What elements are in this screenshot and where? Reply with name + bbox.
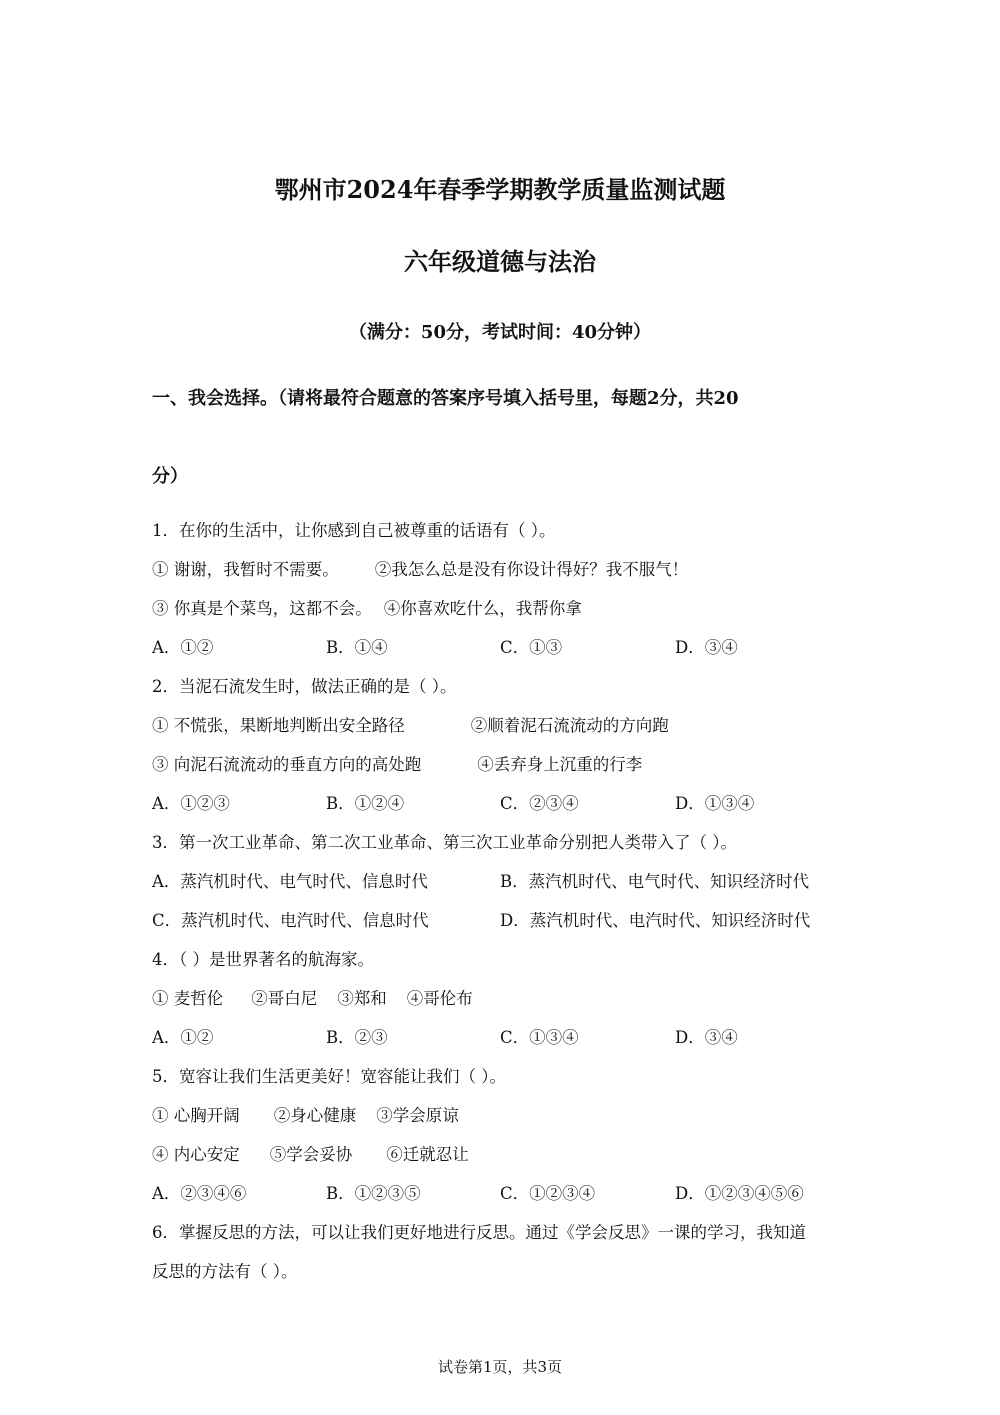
question-5-item: ① 心胸开阔 [152, 1106, 240, 1125]
question-3-option-c: C．蒸汽机时代、电汽时代、信息时代 [152, 911, 429, 930]
question-3-stem: 3．第一次工业革命、第二次工业革命、第三次工业革命分别把人类带入了（ ）。 [152, 833, 737, 852]
question-1-items-row-1 [152, 556, 688, 580]
question-1-stem: 1．在你的生活中，让你感到自己被尊重的话语有（ ）。 [152, 521, 556, 540]
question-2-items-row-2 [152, 751, 642, 775]
question-4-item: ① 麦哲伦 [152, 989, 224, 1008]
question-4-option-a: A．①② [152, 1028, 214, 1047]
question-2-option-b: B．①②④ [326, 794, 405, 813]
question-5-option-d: D．①②③④⑤⑥ [675, 1184, 804, 1203]
question-2-item: ③ 向泥石流流动的垂直方向的高处跑 [152, 755, 422, 774]
question-5-item: ④ 内心安定 [152, 1145, 240, 1164]
question-3-option-b: B．蒸汽机时代、电气时代、知识经济时代 [500, 872, 810, 891]
question-1-option-c: C．①③ [500, 638, 563, 657]
question-5-option-b: B．①②③⑤ [326, 1184, 421, 1203]
question-1-item: ②我怎么总是没有你设计得好？我不服气！ [374, 560, 689, 579]
question-2-item: ②顺着泥石流流动的方向跑 [470, 716, 669, 735]
question-4-item: ②哥白尼 [251, 989, 318, 1008]
question-4-option-d: D．③④ [675, 1028, 738, 1047]
question-2-option-d: D．①③④ [675, 794, 755, 813]
question-6-stem: 6．掌握反思的方法，可以让我们更好地进行反思。通过《学会反思》一课的学习，我知道 [152, 1223, 806, 1242]
question-5-option-a: A．②③④⑥ [152, 1184, 247, 1203]
question-1-option-b: B．①④ [326, 638, 388, 657]
exam-title: 鄂州市2024年春季学期教学质量监测试题 [274, 175, 726, 204]
question-5-item: ③学会原谅 [376, 1106, 459, 1125]
question-5-item: ⑤学会妥协 [269, 1145, 353, 1164]
question-4-items-row-1 [152, 985, 473, 1009]
question-4-item: ③郑和 [337, 989, 387, 1008]
question-2-stem: 2．当泥石流发生时，做法正确的是（ ）。 [152, 677, 457, 696]
question-5-option-c: C．①②③④ [500, 1184, 596, 1203]
question-2-items-row-1 [152, 712, 669, 736]
question-1-items-row-2 [152, 595, 582, 619]
question-4-item: ④哥伦布 [406, 989, 473, 1008]
question-3-option-d: D．蒸汽机时代、电汽时代、知识经济时代 [500, 911, 811, 930]
page-footer: 试卷第1页，共3页 [437, 1358, 563, 1376]
section-heading-cont: 分） [152, 466, 188, 487]
question-4-stem: 4．（ ）是世界著名的航海家。 [152, 950, 374, 969]
question-1-item: ③ 你真是个菜鸟，这都不会。 [152, 599, 372, 618]
question-6-stem-cont: 反思的方法有（ ）。 [152, 1262, 298, 1281]
question-5-items-row-1 [152, 1102, 459, 1126]
exam-info: （满分：50分，考试时间：40分钟） [348, 322, 652, 343]
question-1-item: ④你喜欢吃什么，我帮你拿 [383, 599, 582, 618]
question-1-item: ① 谢谢，我暂时不需要。 [152, 560, 339, 579]
exam-subject: 六年级道德与法治 [404, 247, 596, 276]
question-2-option-c: C．②③④ [500, 794, 579, 813]
question-5-item: ⑥迁就忍让 [386, 1145, 469, 1164]
question-3-option-a: A．蒸汽机时代、电气时代、信息时代 [152, 872, 428, 891]
section-heading: 一、我会选择。（请将最符合题意的答案序号填入括号里，每题2分，共20 [152, 388, 739, 409]
question-1-option-a: A．①② [152, 638, 214, 657]
question-2-item: ① 不慌张，果断地判断出安全路径 [152, 716, 405, 735]
question-5-item: ②身心健康 [273, 1106, 357, 1125]
question-1-option-d: D．③④ [675, 638, 738, 657]
question-2-item: ④丢弃身上沉重的行李 [477, 755, 643, 774]
question-2-option-a: A．①②③ [152, 794, 230, 813]
question-4-option-c: C．①③④ [500, 1028, 579, 1047]
question-5-stem: 5．宽容让我们生活更美好！宽容能让我们（ ）。 [152, 1067, 506, 1086]
question-5-items-row-2 [152, 1141, 469, 1165]
question-4-option-b: B．②③ [326, 1028, 388, 1047]
